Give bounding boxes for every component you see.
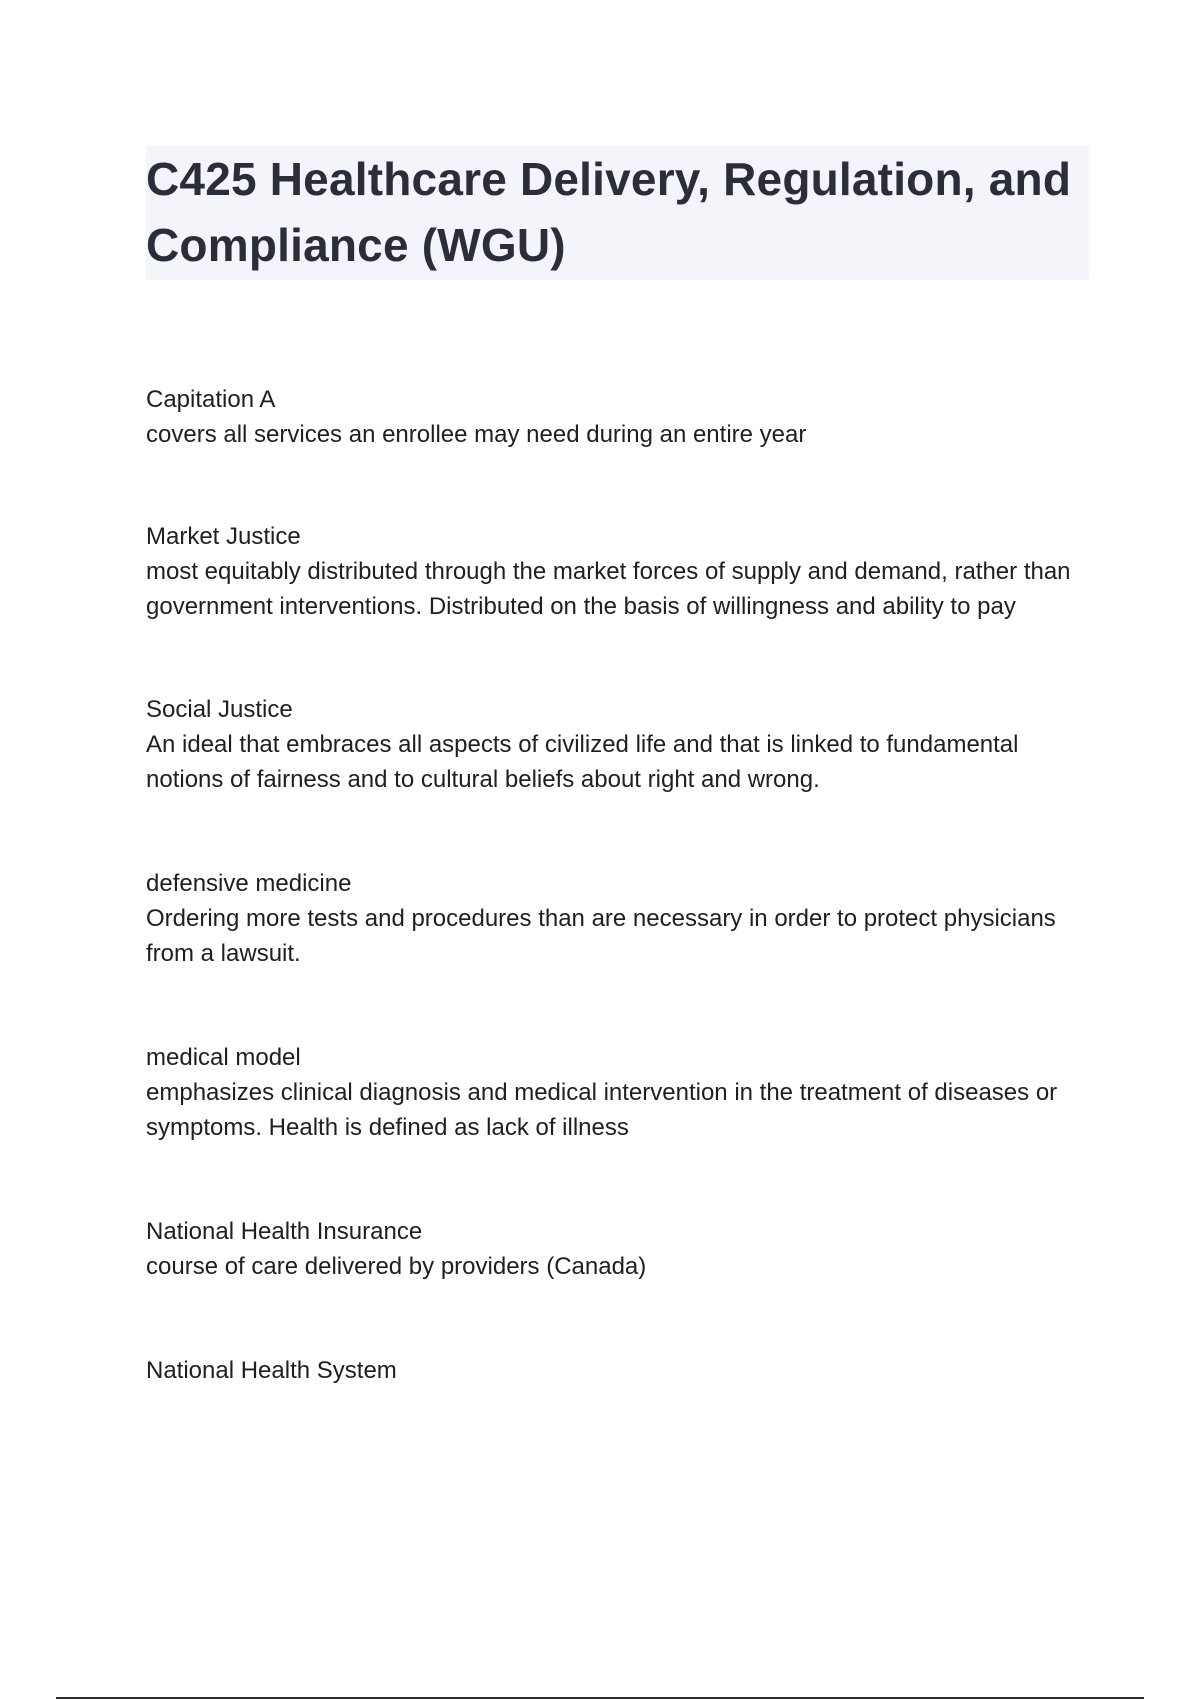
flashcard-entry-defensive-medicine — [146, 866, 1086, 971]
term: Market Justice — [146, 523, 301, 550]
flashcard-entry-market-justice — [146, 519, 1086, 624]
definition: course of care delivered by providers (Canada) — [146, 1253, 647, 1280]
term: National Health Insurance — [146, 1218, 423, 1245]
term: National Health System — [146, 1357, 397, 1384]
term: Social Justice — [146, 696, 293, 723]
title-banner — [146, 146, 1089, 280]
definition: Ordering more tests and procedures than are necessary in order to protect physicians from a lawsuit. — [146, 905, 1056, 967]
term: defensive medicine — [146, 870, 352, 897]
flashcard-entry-social-justice — [146, 692, 1086, 797]
flashcard-entry-capitation — [146, 382, 1086, 452]
term: medical model — [146, 1044, 301, 1071]
document-title: C425 Healthcare Delivery, Regulation, and Compliance (WGU) — [146, 153, 1072, 271]
flashcard-entry-national-health-insurance — [146, 1214, 1086, 1284]
definition: most equitably distributed through the market forces of supply and demand, rather than government interventions. Distributed on the basis of willingness and ability to pay — [146, 558, 1071, 620]
term: Capitation A — [146, 386, 276, 413]
definition: An ideal that embraces all aspects of civilized life and that is linked to fundamental notions of fairness and to cultural beliefs about right and wrong. — [146, 731, 1019, 793]
flashcard-entry-medical-model — [146, 1040, 1086, 1145]
definition: emphasizes clinical diagnosis and medical intervention in the treatment of diseases or symptoms. Health is defined as lack of illness — [146, 1079, 1058, 1141]
flashcard-entry-national-health-system — [146, 1353, 1086, 1388]
definition: covers all services an enrollee may need during an entire year — [146, 421, 807, 448]
footer-divider — [56, 1697, 1144, 1699]
